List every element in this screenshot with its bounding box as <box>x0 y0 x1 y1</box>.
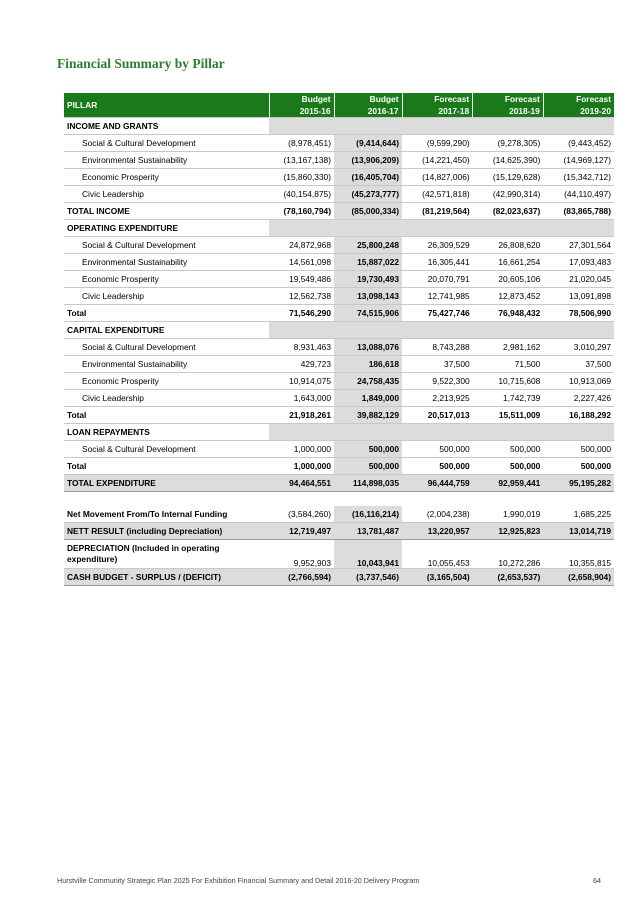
year-column-header: Forecast 2019-20 <box>543 93 614 118</box>
table-cell: 37,500 <box>402 356 473 373</box>
table-cell: (8,978,451) <box>269 135 334 152</box>
table-cell: 500,000 <box>402 441 473 458</box>
net-movement-label: Net Movement From/To Internal Funding <box>64 506 269 523</box>
row-label: Environmental Sustainability <box>64 254 269 271</box>
table-cell: (42,571,818) <box>402 186 473 203</box>
total-row <box>64 407 614 424</box>
table-cell: 92,959,441 <box>473 475 544 492</box>
table-cell: 12,562,738 <box>269 288 334 305</box>
table-cell: (42,990,314) <box>473 186 544 203</box>
row-label: Civic Leadership <box>64 390 269 407</box>
table-cell: 37,500 <box>543 356 614 373</box>
table-cell: 95,195,282 <box>543 475 614 492</box>
nett-result-label: NETT RESULT (including Depreciation) <box>64 523 269 540</box>
table-cell: 12,925,823 <box>473 523 544 540</box>
section-heading-row <box>64 220 614 237</box>
table-row <box>64 390 614 407</box>
table-cell: 2,981,162 <box>473 339 544 356</box>
depreciation-label: DEPRECIATION (Included in operating expenditure) <box>64 540 269 569</box>
table-cell: (2,766,594) <box>269 569 334 586</box>
table-cell: 21,020,045 <box>543 271 614 288</box>
table-cell: 500,000 <box>334 458 402 475</box>
table-cell: 10,355,815 <box>543 540 614 569</box>
table-cell: (9,599,290) <box>402 135 473 152</box>
table-cell: 10,913,069 <box>543 373 614 390</box>
table-cell: 78,506,990 <box>543 305 614 322</box>
table-cell: (83,865,788) <box>543 203 614 220</box>
table-row <box>64 135 614 152</box>
table-cell: 1,000,000 <box>269 441 334 458</box>
row-label: Environmental Sustainability <box>64 356 269 373</box>
nett-result-row <box>64 523 614 540</box>
row-label: Social & Cultural Development <box>64 135 269 152</box>
year-column-header: Forecast 2017-18 <box>402 93 473 118</box>
table-cell: 1,643,000 <box>269 390 334 407</box>
page-title: Financial Summary by Pillar <box>57 56 225 71</box>
row-label: Civic Leadership <box>64 186 269 203</box>
total-row <box>64 305 614 322</box>
table-cell: (9,414,644) <box>334 135 402 152</box>
section-heading-row <box>64 118 614 135</box>
table-cell: 500,000 <box>473 441 544 458</box>
table-row <box>64 169 614 186</box>
table-cell: 20,070,791 <box>402 271 473 288</box>
total-label: Total <box>64 305 269 322</box>
year-column-header: Forecast 2018-19 <box>473 93 544 118</box>
table-cell: (3,165,504) <box>402 569 473 586</box>
row-label: Economic Prosperity <box>64 373 269 390</box>
total-label: Total <box>64 407 269 424</box>
row-label: Social & Cultural Development <box>64 339 269 356</box>
table-cell: 1,990,019 <box>473 506 544 523</box>
table-cell: 13,014,719 <box>543 523 614 540</box>
row-label: Social & Cultural Development <box>64 237 269 254</box>
table-cell: 13,098,143 <box>334 288 402 305</box>
table-row <box>64 373 614 390</box>
table-cell: 9,952,903 <box>269 540 334 569</box>
table-cell: (14,625,390) <box>473 152 544 169</box>
table-cell: 27,301,564 <box>543 237 614 254</box>
table-cell: 24,758,435 <box>334 373 402 390</box>
net-movement-row <box>64 506 614 523</box>
table-cell: 17,093,483 <box>543 254 614 271</box>
table-cell: 429,723 <box>269 356 334 373</box>
table-cell: 76,948,432 <box>473 305 544 322</box>
table-cell: 12,741,985 <box>402 288 473 305</box>
row-label: Civic Leadership <box>64 288 269 305</box>
table-cell: (2,004,238) <box>402 506 473 523</box>
table-row <box>64 237 614 254</box>
table-cell: (78,160,794) <box>269 203 334 220</box>
section-heading-row <box>64 322 614 339</box>
section-heading-row <box>64 424 614 441</box>
table-cell: 9,522,300 <box>402 373 473 390</box>
total-row <box>64 458 614 475</box>
table-cell: 1,685,225 <box>543 506 614 523</box>
table-cell: (44,110,497) <box>543 186 614 203</box>
table-row <box>64 441 614 458</box>
section-heading: CAPITAL EXPENDITURE <box>64 322 269 339</box>
cash-budget-label: CASH BUDGET - SURPLUS / (DEFICIT) <box>64 569 269 586</box>
table-cell: 13,091,898 <box>543 288 614 305</box>
table-cell: 8,743,288 <box>402 339 473 356</box>
financial-summary-table <box>64 93 614 586</box>
table-cell: 500,000 <box>334 441 402 458</box>
table-cell: 1,000,000 <box>269 458 334 475</box>
section-heading: LOAN REPAYMENTS <box>64 424 269 441</box>
table-cell: 15,511,009 <box>473 407 544 424</box>
table-cell: 1,849,000 <box>334 390 402 407</box>
table-cell: 1,742,739 <box>473 390 544 407</box>
page-number: 64 <box>593 876 601 885</box>
table-row <box>64 152 614 169</box>
table-cell: (16,405,704) <box>334 169 402 186</box>
table-row <box>64 271 614 288</box>
table-header-row <box>64 93 614 118</box>
table-cell: (2,658,904) <box>543 569 614 586</box>
table-cell: 20,517,013 <box>402 407 473 424</box>
table-cell: (14,221,450) <box>402 152 473 169</box>
depreciation-row <box>64 540 614 569</box>
table-cell: (15,342,712) <box>543 169 614 186</box>
table-cell: 114,898,035 <box>334 475 402 492</box>
table-cell: 16,305,441 <box>402 254 473 271</box>
table-cell: 10,043,941 <box>334 540 402 569</box>
table-row <box>64 339 614 356</box>
table-cell: (3,737,546) <box>334 569 402 586</box>
table-cell: 14,561,098 <box>269 254 334 271</box>
table-cell: 10,055,453 <box>402 540 473 569</box>
table-cell: (14,969,127) <box>543 152 614 169</box>
table-cell: (2,653,537) <box>473 569 544 586</box>
table-cell: 13,781,487 <box>334 523 402 540</box>
table-cell: (13,167,138) <box>269 152 334 169</box>
table-cell: 75,427,746 <box>402 305 473 322</box>
table-cell: 19,730,493 <box>334 271 402 288</box>
total-expenditure-label: TOTAL EXPENDITURE <box>64 475 269 492</box>
table-cell: 500,000 <box>543 458 614 475</box>
row-label: Environmental Sustainability <box>64 152 269 169</box>
total-label: Total <box>64 458 269 475</box>
table-cell: 2,213,925 <box>402 390 473 407</box>
table-cell: (15,860,330) <box>269 169 334 186</box>
table-cell: 12,873,452 <box>473 288 544 305</box>
cash-budget-row <box>64 569 614 586</box>
table-row <box>64 186 614 203</box>
total-expenditure-row <box>64 475 614 492</box>
table-cell: (3,584,260) <box>269 506 334 523</box>
table-cell: 94,464,551 <box>269 475 334 492</box>
pillar-column-header: PILLAR <box>64 93 269 118</box>
table-cell: 20,605,106 <box>473 271 544 288</box>
row-label: Economic Prosperity <box>64 169 269 186</box>
table-cell: 71,546,290 <box>269 305 334 322</box>
table-cell: 10,715,608 <box>473 373 544 390</box>
table-cell: 39,882,129 <box>334 407 402 424</box>
table-cell: 15,887,022 <box>334 254 402 271</box>
row-label: Economic Prosperity <box>64 271 269 288</box>
table-row <box>64 356 614 373</box>
table-cell: 10,914,075 <box>269 373 334 390</box>
table-cell: 500,000 <box>473 458 544 475</box>
table-cell: 19,549,486 <box>269 271 334 288</box>
table-cell: 21,918,261 <box>269 407 334 424</box>
table-cell: 2,227,426 <box>543 390 614 407</box>
table-cell: 8,931,463 <box>269 339 334 356</box>
table-cell: (81,219,564) <box>402 203 473 220</box>
table-cell: (16,116,214) <box>334 506 402 523</box>
table-cell: 13,220,957 <box>402 523 473 540</box>
table-row <box>64 254 614 271</box>
table-cell: 3,010,297 <box>543 339 614 356</box>
table-cell: 186,618 <box>334 356 402 373</box>
spacer-row <box>64 492 614 507</box>
total-row <box>64 203 614 220</box>
table-cell: (14,827,006) <box>402 169 473 186</box>
table-cell: 10,272,286 <box>473 540 544 569</box>
year-column-header: Budget 2016-17 <box>334 93 402 118</box>
table-cell: (45,273,777) <box>334 186 402 203</box>
table-cell: (40,154,875) <box>269 186 334 203</box>
year-column-header: Budget 2015-16 <box>269 93 334 118</box>
table-cell: 26,309,529 <box>402 237 473 254</box>
table-cell: (13,906,209) <box>334 152 402 169</box>
table-cell: 24,872,968 <box>269 237 334 254</box>
table-cell: 16,661,254 <box>473 254 544 271</box>
table-cell: 25,800,248 <box>334 237 402 254</box>
table-cell: 71,500 <box>473 356 544 373</box>
row-label: Social & Cultural Development <box>64 441 269 458</box>
table-cell: (85,000,334) <box>334 203 402 220</box>
table-cell: 74,515,906 <box>334 305 402 322</box>
section-heading: OPERATING EXPENDITURE <box>64 220 269 237</box>
table-cell: 12,719,497 <box>269 523 334 540</box>
table-cell: (15,129,628) <box>473 169 544 186</box>
table-cell: (82,023,637) <box>473 203 544 220</box>
table-cell: (9,443,452) <box>543 135 614 152</box>
page-footer-text: Hurstville Community Strategic Plan 2025 For Exhibition Financial Summary and Detail 2016-20 Delivery Program <box>57 876 420 885</box>
table-cell: 26,808,620 <box>473 237 544 254</box>
table-cell: (9,278,305) <box>473 135 544 152</box>
table-cell: 13,088,076 <box>334 339 402 356</box>
table-cell: 500,000 <box>543 441 614 458</box>
total-label: TOTAL INCOME <box>64 203 269 220</box>
table-cell: 500,000 <box>402 458 473 475</box>
table-cell: 96,444,759 <box>402 475 473 492</box>
section-heading: INCOME AND GRANTS <box>64 118 269 135</box>
table-row <box>64 288 614 305</box>
table-cell: 16,188,292 <box>543 407 614 424</box>
